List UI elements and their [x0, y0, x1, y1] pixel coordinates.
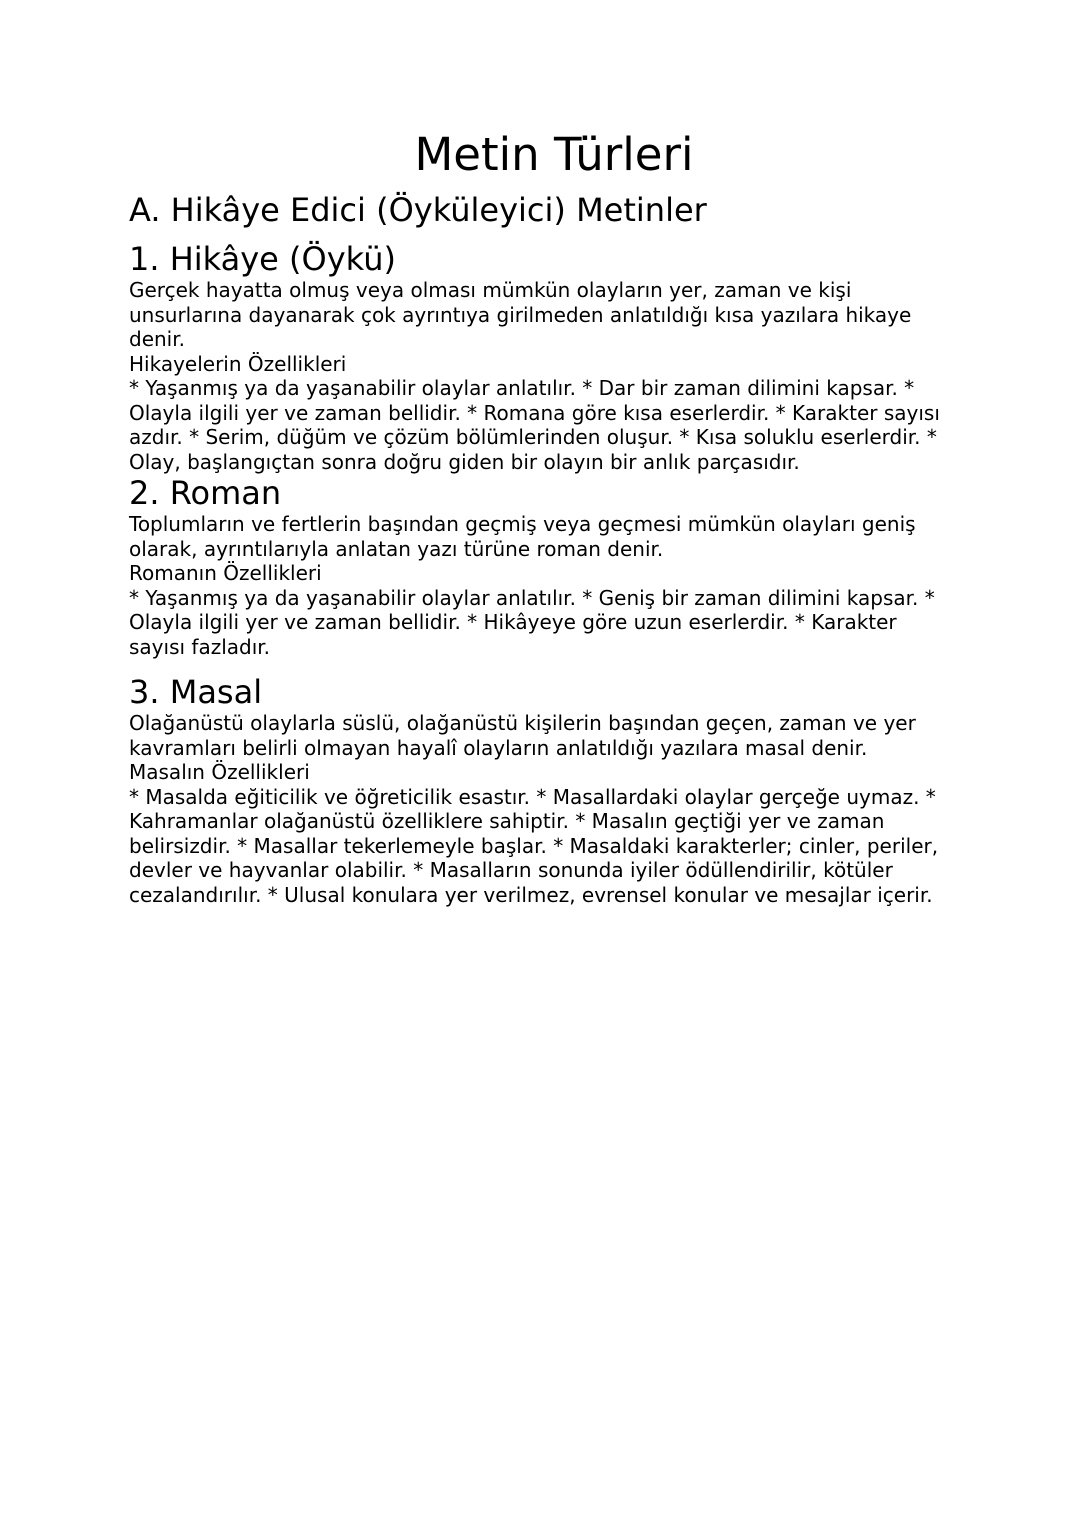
section-masal — [129, 673, 959, 907]
features-label-hikaye: Hikayelerin Özellikleri — [129, 351, 347, 376]
heading-hikaye: 1. Hikâye (Öykü) — [129, 240, 396, 278]
section-heading-a: A. Hikâye Edici (Öyküleyici) Metinler — [129, 191, 707, 229]
definition-roman: Toplumların ve fertlerin başından geçmiş veya geçmesi mümkün olayları geniş olarak, ayrıntılarıyla anlatan yazı türüne roman denir. — [129, 512, 916, 561]
features-label-roman: Romanın Özellikleri — [129, 561, 322, 585]
document-title: Metin Türleri — [414, 128, 694, 181]
section-roman — [129, 474, 959, 659]
heading-roman: 2. Roman — [129, 474, 282, 512]
definition-masal: Olağanüstü olaylarla süslü, olağanüstü kişilerin başından geçen, zaman ve yer kavramları belirli olmayan hayalî olayların anlatıldığı yazılara masal denir. — [129, 711, 916, 760]
features-label-masal: Masalın Özellikleri — [129, 760, 310, 784]
document-page — [129, 128, 959, 907]
features-roman: * Yaşanmış ya da yaşanabilir olaylar anlatılır. * Geniş bir zaman dilimini kapsar. * Olayla ilgili yer ve zaman bellidir. * Hikâyeye göre uzun eserlerdir. * Karakter sayısı fazladır. — [129, 585, 935, 659]
features-hikaye: * Yaşanmış ya da yaşanabilir olaylar anlatılır. * Dar bir zaman dilimini kapsar. * Olayla ilgili yer ve zaman bellidir. * Romana göre kısa eserlerdir. * Karakter sayısı azdır. * Serim, düğüm ve çözüm bölümlerinden oluşur. * Kısa soluklu eserlerdir. * Olay, başlangıçtan sonra doğru giden bir olayın bir anlık parçasıdır. — [129, 376, 940, 474]
section-hikaye — [129, 240, 959, 474]
definition-hikaye: Gerçek hayatta olmuş veya olması mümkün olayların yer, zaman ve kişi unsurlarına dayanarak çok ayrıntıya girilmeden anlatıldığı kısa yazılara hikaye denir. — [129, 278, 912, 351]
heading-masal: 3. Masal — [129, 673, 263, 711]
features-masal: * Masalda eğiticilik ve öğreticilik esastır. * Masallardaki olaylar gerçeğe uymaz. * Kahramanlar olağanüstü özelliklere sahiptir. * Masalın geçtiği yer ve zaman belirsizdir. * Masallar tekerlemeyle başlar. * Masaldaki karakterler; cinler, periler, devler ve hayvanlar olabilir. * Masalların sonunda iyiler ödüllendirilir, kötüler cezalandırılır. * Ulusal konulara yer verilmez, evrensel konular ve mesajlar içerir. — [129, 784, 939, 907]
